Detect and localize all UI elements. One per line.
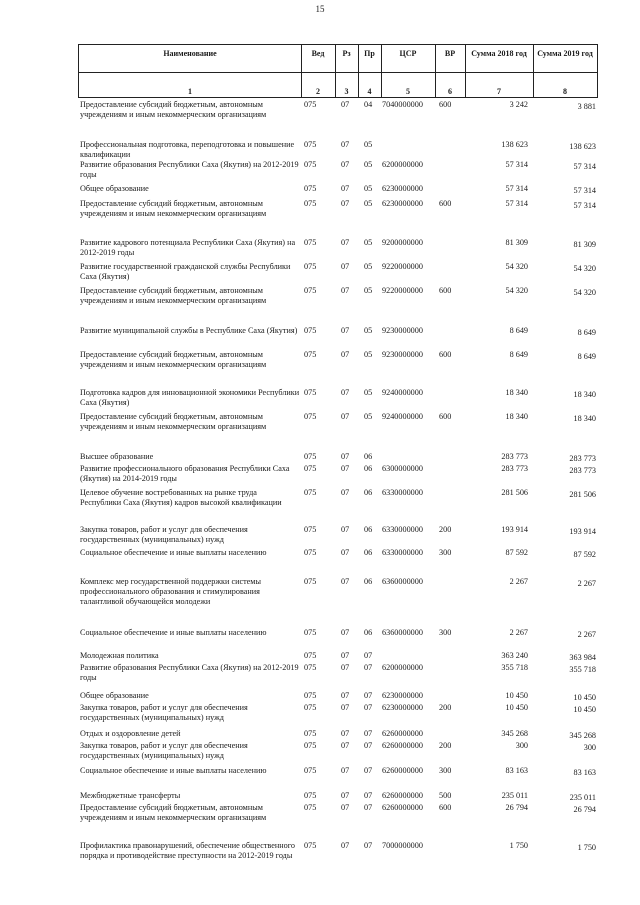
row-name: Социальное обеспечение и иные выплаты населению: [80, 628, 267, 637]
row-s19: 300: [583, 743, 596, 752]
row-vr: 300: [439, 548, 452, 557]
row-ved: 075: [304, 140, 317, 149]
header-num: 2: [316, 87, 320, 96]
row-ved: 075: [304, 766, 317, 775]
row-vr: 200: [439, 741, 452, 750]
row-s19: 83 163: [573, 768, 596, 777]
row-pr: 06: [364, 464, 373, 473]
row-csr: 7000000000: [382, 841, 423, 850]
header-vr: ВР: [444, 49, 456, 58]
row-s18: 300: [515, 741, 528, 750]
row-s18: 345 268: [501, 729, 528, 738]
row-ved: 075: [304, 628, 317, 637]
header-sum-2018: Сумма 2018 год: [471, 49, 527, 58]
row-name: Предоставление субсидий бюджетным, автономным учреждениям и иным некоммерческим организациям: [80, 803, 267, 822]
row-s18: 54 320: [505, 262, 528, 271]
header-num: 3: [344, 87, 349, 96]
row-s18: 3 242: [509, 100, 528, 109]
header-sum-2019: Сумма 2019 год: [537, 49, 593, 58]
row-pr: 05: [364, 286, 373, 295]
header-num: 5: [406, 87, 410, 96]
row-ved: 075: [304, 160, 317, 169]
row-ved: 075: [304, 412, 317, 421]
row-csr: 6260000000: [382, 766, 423, 775]
row-ved: 075: [304, 803, 317, 812]
row-pr: 07: [364, 729, 373, 738]
row-s18: 2 267: [509, 577, 528, 586]
row-s19: 87 592: [573, 550, 596, 559]
row-name: Социальное обеспечение и иные выплаты населению: [80, 766, 267, 775]
row-name: Развитие муниципальной службы в Республике Саха (Якутия): [80, 326, 298, 335]
row-name: Профессиональная подготовка, переподготовка и повышение квалификации: [80, 140, 295, 159]
row-rz: 07: [341, 488, 350, 497]
header-num: 4: [367, 87, 372, 96]
row-pr: 06: [364, 577, 373, 586]
row-vr: 600: [439, 412, 452, 421]
row-s18: 283 773: [501, 464, 528, 473]
row-ved: 075: [304, 388, 317, 397]
row-rz: 07: [341, 100, 350, 109]
row-ved: 075: [304, 184, 317, 193]
row-rz: 07: [341, 286, 350, 295]
row-vr: 600: [439, 350, 452, 359]
row-ved: 075: [304, 841, 317, 850]
row-name: Профилактика правонарушений, обеспечение общественного порядка и противодействие преступности на 2012-2019 годы: [80, 841, 295, 860]
row-name: Общее образование: [80, 184, 149, 193]
row-name: Развитие образования Республики Саха (Якутия) на 2012-2019 годы: [80, 160, 299, 179]
row-pr: 07: [364, 691, 373, 700]
row-vr: 500: [439, 791, 452, 800]
row-s18: 235 011: [501, 791, 528, 800]
row-rz: 07: [341, 350, 350, 359]
row-s18: 283 773: [501, 452, 528, 461]
row-s19: 283 773: [569, 466, 596, 475]
row-csr: 9200000000: [382, 238, 423, 247]
row-ved: 075: [304, 651, 317, 660]
row-csr: 6260000000: [382, 741, 423, 750]
row-name: Развитие кадрового потенциала Республики Саха (Якутия) на 2012-2019 годы: [80, 238, 296, 257]
row-pr: 05: [364, 160, 373, 169]
header-csr: ЦСР: [399, 49, 417, 58]
row-s18: 8 649: [509, 350, 528, 359]
row-csr: 9240000000: [382, 388, 423, 397]
row-name: Межбюджетные трансферты: [80, 791, 181, 800]
row-csr: 6360000000: [382, 628, 423, 637]
row-rz: 07: [341, 628, 350, 637]
row-s19: 355 718: [569, 665, 596, 674]
row-pr: 06: [364, 548, 373, 557]
row-pr: 05: [364, 184, 373, 193]
row-rz: 07: [341, 741, 350, 750]
row-name: Закупка товаров, работ и услуг для обеспечения государственных (муниципальных) нужд: [80, 741, 248, 760]
row-name: Предоставление субсидий бюджетным, автономным учреждениям и иным некоммерческим организациям: [80, 286, 267, 305]
row-rz: 07: [341, 184, 350, 193]
row-pr: 07: [364, 663, 373, 672]
row-s19: 2 267: [577, 579, 596, 588]
row-ved: 075: [304, 703, 317, 712]
row-s18: 10 450: [505, 703, 528, 712]
page-number: 15: [315, 4, 325, 14]
row-csr: 6330000000: [382, 548, 423, 557]
row-pr: 05: [364, 412, 373, 421]
row-rz: 07: [341, 841, 350, 850]
row-s18: 2 267: [509, 628, 528, 637]
row-s19: 18 340: [573, 390, 596, 399]
row-pr: 06: [364, 525, 373, 534]
row-s18: 57 314: [505, 160, 528, 169]
header-num: 7: [497, 87, 501, 96]
row-csr: 6260000000: [382, 729, 423, 738]
row-rz: 07: [341, 691, 350, 700]
row-rz: 07: [341, 160, 350, 169]
row-name: Предоставление субсидий бюджетным, автономным учреждениям и иным некоммерческим организациям: [80, 100, 267, 119]
row-ved: 075: [304, 488, 317, 497]
row-vr: 200: [439, 525, 452, 534]
row-s19: 26 794: [573, 805, 596, 814]
row-s18: 54 320: [505, 286, 528, 295]
row-pr: 07: [364, 651, 373, 660]
row-s18: 26 794: [505, 803, 528, 812]
row-pr: 07: [364, 703, 373, 712]
row-rz: 07: [341, 388, 350, 397]
row-name: Предоставление субсидий бюджетным, автономным учреждениям и иным некоммерческим организациям: [80, 412, 267, 431]
row-csr: 7040000000: [382, 100, 423, 109]
row-name: Общее образование: [80, 691, 149, 700]
row-rz: 07: [341, 548, 350, 557]
row-s19: 10 450: [573, 693, 596, 702]
row-csr: 9240000000: [382, 412, 423, 421]
header-num: 1: [188, 87, 192, 96]
row-vr: 200: [439, 703, 452, 712]
row-ved: 075: [304, 791, 317, 800]
row-csr: 6260000000: [382, 791, 423, 800]
row-rz: 07: [341, 412, 350, 421]
row-name: Целевое обучение востребованных на рынке труда Республики Саха (Якутия) кадров высокой квалификации: [80, 488, 282, 507]
row-csr: 6260000000: [382, 803, 423, 812]
row-name: Развитие профессионального образования Республики Саха (Якутия) на 2014-2019 годы: [80, 464, 290, 483]
row-s19: 3 881: [577, 102, 596, 111]
row-rz: 07: [341, 651, 350, 660]
row-ved: 075: [304, 548, 317, 557]
row-csr: 6230000000: [382, 691, 423, 700]
row-s19: 283 773: [569, 454, 596, 463]
row-s19: 10 450: [573, 705, 596, 714]
row-rz: 07: [341, 663, 350, 672]
row-pr: 05: [364, 199, 373, 208]
row-name: Развитие образования Республики Саха (Якутия) на 2012-2019 годы: [80, 663, 299, 682]
row-pr: 07: [364, 841, 373, 850]
row-s19: 138 623: [569, 142, 596, 151]
row-pr: 05: [364, 238, 373, 247]
header-pr: Пр: [364, 49, 375, 58]
row-ved: 075: [304, 663, 317, 672]
row-ved: 075: [304, 691, 317, 700]
row-csr: 9230000000: [382, 350, 423, 359]
row-s19: 8 649: [577, 352, 596, 361]
row-ved: 075: [304, 741, 317, 750]
row-pr: 07: [364, 791, 373, 800]
header-num: 8: [563, 87, 567, 96]
row-vr: 600: [439, 286, 452, 295]
row-csr: 6330000000: [382, 525, 423, 534]
row-vr: 600: [439, 199, 452, 208]
row-s19: 8 649: [577, 328, 596, 337]
row-rz: 07: [341, 262, 350, 271]
row-rz: 07: [341, 199, 350, 208]
row-s18: 1 750: [509, 841, 528, 850]
row-s18: 8 649: [509, 326, 528, 335]
row-s18: 10 450: [505, 691, 528, 700]
row-name: Развитие государственной гражданской службы Республики Саха (Якутия): [80, 262, 291, 281]
row-ved: 075: [304, 238, 317, 247]
row-rz: 07: [341, 140, 350, 149]
row-ved: 075: [304, 286, 317, 295]
row-s19: 57 314: [573, 186, 596, 195]
row-csr: 9220000000: [382, 262, 423, 271]
row-s19: 281 506: [569, 490, 596, 499]
row-s19: 1 750: [577, 843, 596, 852]
row-pr: 07: [364, 741, 373, 750]
row-s19: 2 267: [577, 630, 596, 639]
row-s18: 81 309: [505, 238, 528, 247]
row-s19: 54 320: [573, 288, 596, 297]
row-pr: 06: [364, 452, 373, 461]
row-pr: 05: [364, 262, 373, 271]
row-s18: 18 340: [505, 388, 528, 397]
row-ved: 075: [304, 525, 317, 534]
row-pr: 07: [364, 803, 373, 812]
row-s18: 281 506: [501, 488, 528, 497]
row-csr: 6230000000: [382, 703, 423, 712]
header-ved: Вед: [311, 49, 325, 58]
row-s19: 193 914: [569, 527, 596, 536]
header-rz: Рз: [342, 49, 351, 58]
row-s19: 81 309: [573, 240, 596, 249]
row-name: Предоставление субсидий бюджетным, автономным учреждениям и иным некоммерческим организациям: [80, 350, 267, 369]
row-s18: 83 163: [505, 766, 528, 775]
row-name: Комплекс мер государственной поддержки системы профессионального образования и стимулирования талантливой обучающейся молодежи: [80, 577, 261, 606]
row-pr: 05: [364, 326, 373, 335]
row-rz: 07: [341, 238, 350, 247]
row-rz: 07: [341, 525, 350, 534]
row-csr: 6330000000: [382, 488, 423, 497]
row-rz: 07: [341, 577, 350, 586]
row-name: Подготовка кадров для инновационной экономики Республики Саха (Якутия): [80, 388, 300, 407]
row-s18: 87 592: [505, 548, 528, 557]
row-csr: 6360000000: [382, 577, 423, 586]
row-name: Высшее образование: [80, 452, 154, 461]
row-s18: 18 340: [505, 412, 528, 421]
row-s18: 355 718: [501, 663, 528, 672]
row-pr: 05: [364, 140, 373, 149]
row-name: Молодежная политика: [80, 651, 159, 660]
row-s19: 57 314: [573, 201, 596, 210]
row-pr: 07: [364, 766, 373, 775]
row-name: Отдых и оздоровление детей: [80, 729, 181, 738]
row-s18: 193 914: [501, 525, 528, 534]
row-pr: 05: [364, 350, 373, 359]
row-ved: 075: [304, 464, 317, 473]
row-csr: 6230000000: [382, 184, 423, 193]
row-pr: 05: [364, 388, 373, 397]
row-rz: 07: [341, 464, 350, 473]
row-ved: 075: [304, 452, 317, 461]
row-ved: 075: [304, 577, 317, 586]
header-name: Наименование: [163, 49, 217, 58]
row-rz: 07: [341, 766, 350, 775]
row-rz: 07: [341, 452, 350, 461]
row-rz: 07: [341, 729, 350, 738]
row-rz: 07: [341, 326, 350, 335]
row-csr: 6230000000: [382, 199, 423, 208]
row-s19: 363 984: [569, 653, 596, 662]
row-rz: 07: [341, 791, 350, 800]
row-ved: 075: [304, 350, 317, 359]
row-s19: 345 268: [569, 731, 596, 740]
row-name: Закупка товаров, работ и услуг для обеспечения государственных (муниципальных) нужд: [80, 703, 248, 722]
row-s19: 57 314: [573, 162, 596, 171]
row-pr: 06: [364, 488, 373, 497]
row-pr: 04: [364, 100, 373, 109]
row-csr: 9220000000: [382, 286, 423, 295]
row-s18: 363 240: [501, 651, 528, 660]
row-s18: 57 314: [505, 184, 528, 193]
row-s18: 138 623: [501, 140, 528, 149]
header-num: 6: [448, 87, 452, 96]
row-ved: 075: [304, 262, 317, 271]
row-ved: 075: [304, 100, 317, 109]
row-name: Предоставление субсидий бюджетным, автономным учреждениям и иным некоммерческим организациям: [80, 199, 267, 218]
row-vr: 300: [439, 766, 452, 775]
row-ved: 075: [304, 199, 317, 208]
row-ved: 075: [304, 729, 317, 738]
row-pr: 06: [364, 628, 373, 637]
row-csr: 6200000000: [382, 663, 423, 672]
row-ved: 075: [304, 326, 317, 335]
row-csr: 9230000000: [382, 326, 423, 335]
row-csr: 6300000000: [382, 464, 423, 473]
row-s18: 57 314: [505, 199, 528, 208]
row-name: Закупка товаров, работ и услуг для обеспечения государственных (муниципальных) нужд: [80, 525, 248, 544]
row-name: Социальное обеспечение и иные выплаты населению: [80, 548, 267, 557]
row-s19: 54 320: [573, 264, 596, 273]
row-rz: 07: [341, 803, 350, 812]
row-s19: 18 340: [573, 414, 596, 423]
row-rz: 07: [341, 703, 350, 712]
row-vr: 300: [439, 628, 452, 637]
row-vr: 600: [439, 803, 452, 812]
row-s19: 235 011: [569, 793, 596, 802]
row-csr: 6200000000: [382, 160, 423, 169]
row-vr: 600: [439, 100, 452, 109]
